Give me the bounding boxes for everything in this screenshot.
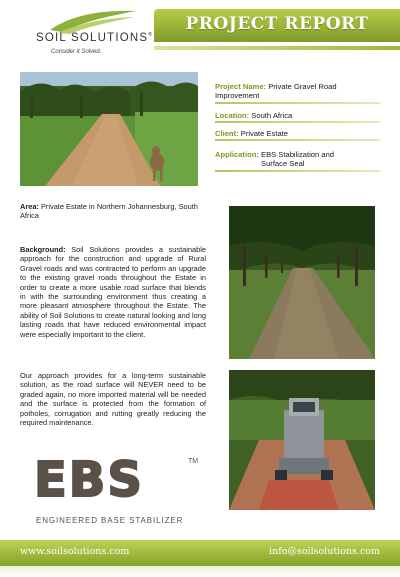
background-paragraph — [20, 245, 206, 339]
ebs-logo-word: EBS — [34, 452, 144, 508]
application-label: Application: — [215, 150, 259, 159]
divider — [215, 102, 380, 104]
banner-divider — [154, 46, 400, 50]
background-text: Soil Solutions provides a sustainable approach for the construction and upgrade of Rural Gravel roads and was contracted to perform an upgrade to the existing gravel roads throughout the Estate in order to create a more usable road surface that blends in with the surrounding environment thus creating a more pleasant atmosphere throughout the Estate. The ability of Soil Solutions to create natural looking and long lasting roads that have reduced environmental impact were especially important to the client. — [20, 245, 206, 339]
gravel-road-photo — [20, 72, 198, 186]
background-label: Background: — [20, 245, 66, 254]
footer-bar — [0, 540, 400, 566]
ebs-logo — [28, 452, 208, 532]
tree-lined-road-photo — [229, 206, 375, 359]
brand-tagline: Consider it Solved. — [51, 49, 102, 55]
application-field — [215, 150, 380, 169]
application-value: EBS Stabilization and Surface Seal — [261, 150, 335, 169]
project-name-field — [215, 82, 380, 101]
project-name-value: Private Gravel Road Improvement — [215, 82, 337, 101]
approach-paragraph: Our approach provides for a long-term sustainable solution, as the road surface will NEVER need to be graded again, no more imported material will be needed and the surface is protected from the formation of potholes, corrugation and rutting greatly reducing the required maintenance. — [20, 371, 206, 427]
location-value: South Africa — [251, 111, 293, 120]
soil-solutions-logo — [18, 8, 158, 60]
brand-name: SOIL SOLUTIONS® — [36, 32, 154, 44]
divider — [215, 139, 380, 141]
client-field — [215, 129, 380, 138]
email-link[interactable]: info@soilsolutions.com — [269, 546, 380, 557]
project-name-label: Project Name: — [215, 82, 267, 91]
divider — [215, 170, 380, 172]
area-label: Area: — [20, 202, 39, 211]
footer-fade — [0, 566, 400, 577]
area-paragraph — [20, 202, 206, 221]
report-title-banner — [154, 9, 400, 42]
logo-swoosh-icon — [48, 8, 138, 34]
location-label: Location: — [215, 111, 250, 120]
client-value: Private Estate — [240, 129, 289, 138]
area-text: Private Estate in Northern Johannesburg, South Africa — [20, 202, 198, 221]
website-link[interactable]: www.soilsolutions.com — [20, 546, 130, 557]
page-title: PROJECT REPORT — [185, 14, 369, 34]
ebs-trademark: TM — [188, 458, 199, 465]
divider — [215, 121, 380, 123]
stabilizer-machine-photo — [229, 370, 375, 510]
ebs-subtitle: ENGINEERED BASE STABILIZER — [36, 516, 184, 525]
location-field — [215, 111, 380, 120]
client-label: Client: — [215, 129, 239, 138]
